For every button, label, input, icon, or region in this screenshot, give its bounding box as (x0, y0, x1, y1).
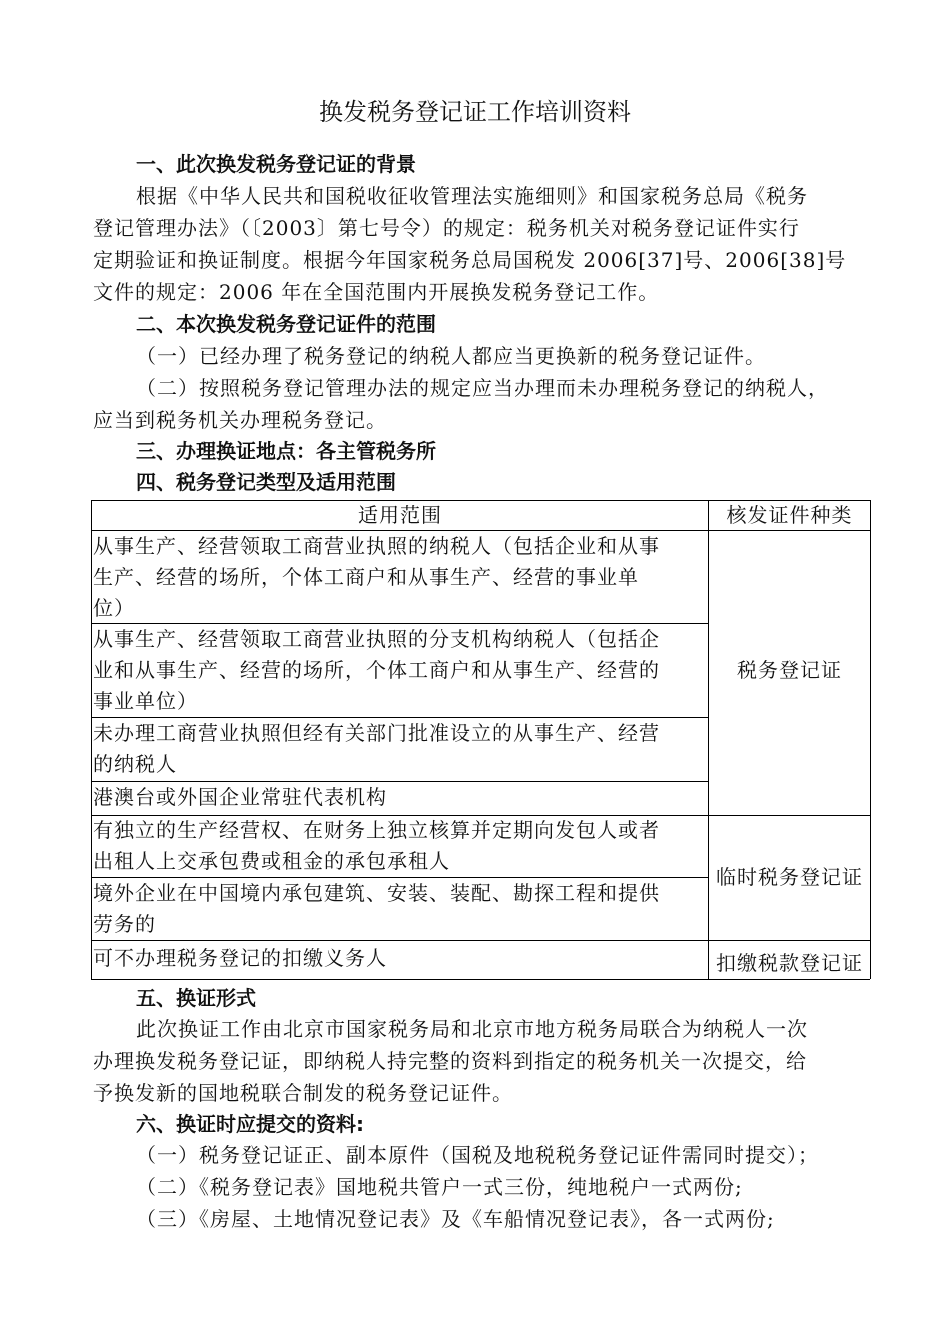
table-rule (91, 500, 92, 979)
table-cell-scope (93, 878, 708, 940)
cell-text-line: 有独立的生产经营权、在财务上独立核算并定期向发包人或者 (93, 818, 660, 842)
cell-text-line: 事业单位） (93, 689, 198, 713)
section-1-line: 文件的规定：2006 年在全国范围内开展换发税务登记工作。 (93, 280, 660, 304)
section-3-heading: 三、办理换证地点：各主管税务所 (136, 439, 436, 463)
section-2-line: 应当到税务机关办理税务登记。 (93, 408, 387, 432)
table-rule (708, 500, 709, 979)
table-rule (91, 979, 870, 980)
table-cell-scope (93, 718, 708, 780)
section-1-line: 根据《中华人民共和国税收征收管理法实施细则》和国家税务总局《税务 (136, 184, 808, 208)
table-cell-cert-type: 临时税务登记证 (716, 865, 863, 889)
cell-text-line: 位） (93, 596, 135, 620)
table-cell-cert-type: 扣缴税款登记证 (716, 951, 863, 975)
section-6-line: （二）《税务登记表》国地税共管户一式三份，纯地税户一式两份; (136, 1175, 743, 1199)
section-5-heading: 五、换证形式 (136, 986, 256, 1010)
table-header-cert-type: 核发证件种类 (726, 503, 853, 527)
section-1-line: 登记管理办法》（〔2003〕第七号令）的规定：税务机关对税务登记证件实行 (93, 216, 800, 240)
cell-text-line: 出租人上交承包费或租金的承包承租人 (93, 849, 450, 873)
section-2-line: （二）按照税务登记管理办法的规定应当办理而未办理税务登记的纳税人， (136, 376, 829, 400)
cell-text-line: 从事生产、经营领取工商营业执照的分支机构纳税人（包括企 (93, 627, 660, 651)
cell-text-line: 从事生产、经营领取工商营业执照的纳税人（包括企业和从事 (93, 534, 660, 558)
cell-text-line: 劳务的 (93, 912, 156, 936)
table-cell-cert-type: 税务登记证 (737, 658, 842, 682)
section-4-heading: 四、税务登记类型及适用范围 (136, 470, 396, 494)
section-1-line: 定期验证和换证制度。根据今年国家税务总局国税发 2006[37]号、2006[38]号 (93, 248, 847, 272)
section-5-line: 办理换发税务登记证，即纳税人持完整的资料到指定的税务机关一次提交，给 (93, 1049, 807, 1073)
table-rule (870, 500, 871, 979)
cell-text-line: 业和从事生产、经营的场所，个体工商户和从事生产、经营的 (93, 658, 660, 682)
section-1-heading: 一、此次换发税务登记证的背景 (136, 152, 416, 176)
cell-text-line: 未办理工商营业执照但经有关部门批准设立的从事生产、经营 (93, 721, 660, 745)
cell-text-line: 生产、经营的场所，个体工商户和从事生产、经营的事业单 (93, 565, 639, 589)
section-6-line: （一）税务登记证正、副本原件（国税及地税税务登记证件需同时提交）； (136, 1143, 819, 1167)
section-2-heading: 二、本次换发税务登记证件的范围 (136, 312, 436, 336)
table-header-scope: 适用范围 (358, 503, 442, 527)
section-5-line: 予换发新的国地税联合制发的税务登记证件。 (93, 1081, 513, 1105)
table-rule (91, 940, 870, 941)
section-5-line: 此次换证工作由北京市国家税务局和北京市地方税务局联合为纳税人一次 (136, 1017, 808, 1041)
section-6-line: （三）《房屋、土地情况登记表》及《车船情况登记表》，各一式两份; (136, 1207, 775, 1231)
document-title: 换发税务登记证工作培训资料 (319, 98, 631, 126)
table-cell-scope (93, 624, 708, 717)
section-6-heading: 六、换证时应提交的资料: (136, 1112, 364, 1136)
section-2-line: （一）已经办理了税务登记的纳税人都应当更换新的税务登记证件。 (136, 344, 766, 368)
table-cell-scope (93, 531, 708, 624)
cell-text-line: 的纳税人 (93, 752, 177, 776)
cell-text-line: 港澳台或外国企业常驻代表机构 (93, 785, 387, 809)
cell-text-line: 境外企业在中国境内承包建筑、安装、装配、勘探工程和提供 (93, 881, 660, 905)
table-cell-scope (93, 815, 708, 877)
cell-text-line: 可不办理税务登记的扣缴义务人 (93, 946, 387, 970)
table-cell-scope (93, 943, 708, 974)
table-cell-scope (93, 782, 708, 813)
